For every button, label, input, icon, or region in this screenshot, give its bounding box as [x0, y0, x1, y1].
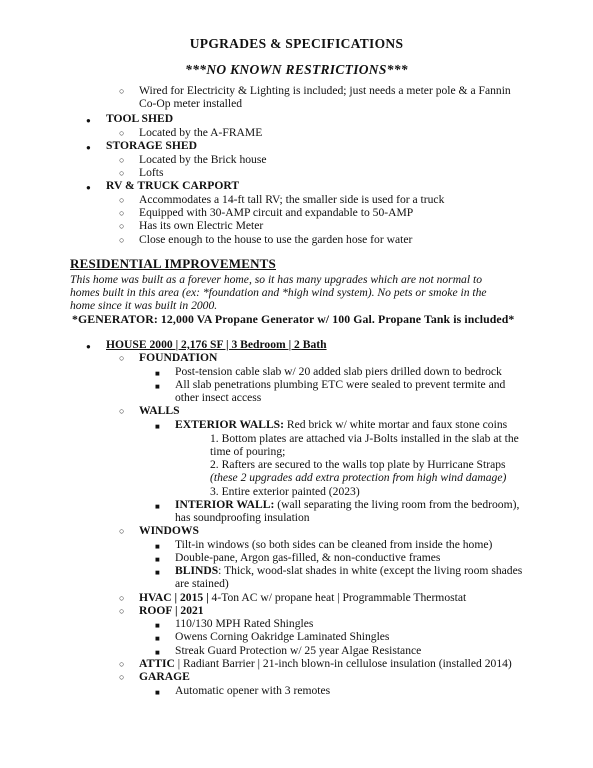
interior-wall-text: (wall separating the living room from the bedroom),: [274, 498, 520, 511]
list-item: ■ Owens Corning Oakridge Laminated Shingles: [175, 630, 389, 643]
list-item: ○ Close enough to the house to use the garden hose for water: [139, 233, 412, 246]
interior-wall-label: INTERIOR WALL:: [175, 498, 275, 511]
list-item: ● TOOL SHED: [106, 112, 173, 125]
list-item: ○ WINDOWS: [139, 524, 199, 537]
list-item: ○ FOUNDATION: [139, 351, 217, 364]
list-item-cont: (these 2 upgrades add extra protection from high wind damage): [210, 471, 507, 484]
list-item-cont: are stained): [175, 577, 229, 590]
list-item: ○ WALLS: [139, 404, 180, 417]
list-item: ○ Wired for Electricity & Lighting is included; just needs a meter pole & a Fannin: [139, 84, 511, 97]
list-item: ○ Lofts: [139, 166, 163, 179]
blinds-text: : Thick, wood-slat shades in white (except the living room shades: [218, 564, 523, 577]
exterior-walls-label: EXTERIOR WALLS:: [175, 418, 284, 431]
list-item: ■ 110/130 MPH Rated Shingles: [175, 617, 313, 630]
intro-text: homes built in this area (ex: *foundation and *high wind system). No pets or smoke in the: [70, 286, 487, 299]
section-heading: RESIDENTIAL IMPROVEMENTS: [70, 256, 276, 271]
hvac-label: HVAC | 2015 |: [139, 591, 209, 604]
intro-text: This home was built as a forever home, so it has many upgrades which are not normal to: [70, 273, 482, 286]
page-title: UPGRADES & SPECIFICATIONS: [189, 36, 404, 51]
list-item: 3. Entire exterior painted (2023): [210, 485, 360, 498]
list-item: [175, 564, 522, 577]
exterior-walls-text: Red brick w/ white mortar and faux stone coins: [284, 418, 508, 431]
list-item: ■ Post-tension cable slab w/ 20 added slab piers drilled down to bedrock: [175, 365, 502, 378]
list-item: ● STORAGE SHED: [106, 139, 197, 152]
list-item: ■ Double-pane, Argon gas-filled, & non-conductive frames: [175, 551, 440, 564]
attic-text: | Radiant Barrier | 21-inch blown-in cellulose insulation (installed 2014): [174, 657, 512, 670]
page-subtitle: ***NO KNOWN RESTRICTIONS***: [185, 62, 408, 77]
house-heading: ● HOUSE 2000 | 2,176 SF | 3 Bedroom | 2 Bath: [106, 338, 327, 351]
list-item: ○ Equipped with 30-AMP circuit and expandable to 50-AMP: [139, 206, 413, 219]
list-item: ■ All slab penetrations plumbing ETC were sealed to prevent termite and: [175, 378, 505, 391]
list-item-cont: has soundproofing insulation: [175, 511, 310, 524]
list-item: ○ ROOF | 2021: [139, 604, 204, 617]
generator-note: *GENERATOR: 12,000 VA Propane Generator w/ 100 Gal. Propane Tank is included*: [72, 312, 515, 326]
list-item: 2. Rafters are secured to the walls top plate by Hurricane Straps: [210, 458, 506, 471]
list-item: [139, 657, 512, 670]
list-item-cont: time of pouring;: [210, 445, 286, 458]
list-item: [175, 498, 519, 511]
list-item: 1. Bottom plates are attached via J-Bolts installed in the slab at the: [210, 432, 519, 445]
list-item: ■ Automatic opener with 3 remotes: [175, 684, 330, 697]
list-item: ○ Accommodates a 14-ft tall RV; the smaller side is used for a truck: [139, 193, 444, 206]
list-item: ○ Located by the A-FRAME: [139, 126, 262, 139]
list-item: [175, 418, 507, 431]
list-item: ● RV & TRUCK CARPORT: [106, 179, 239, 192]
list-item: ■ Streak Guard Protection w/ 25 year Algae Resistance: [175, 644, 421, 657]
list-item: ○ Located by the Brick house: [139, 153, 267, 166]
list-item: ○ Has its own Electric Meter: [139, 219, 263, 232]
intro-text: home since it was built in 2000.: [70, 299, 218, 312]
list-item: ○ GARAGE: [139, 670, 190, 683]
attic-label: ATTIC: [139, 657, 175, 670]
hvac-text: 4-Ton AC w/ propane heat | Programmable Thermostat: [208, 591, 467, 604]
list-item: [139, 591, 466, 604]
list-item: ■ Tilt-in windows (so both sides can be cleaned from inside the home): [175, 538, 492, 551]
blinds-label: BLINDS: [175, 564, 219, 577]
list-item-cont: Co-Op meter installed: [139, 97, 243, 110]
list-item-cont: other insect access: [175, 391, 262, 404]
